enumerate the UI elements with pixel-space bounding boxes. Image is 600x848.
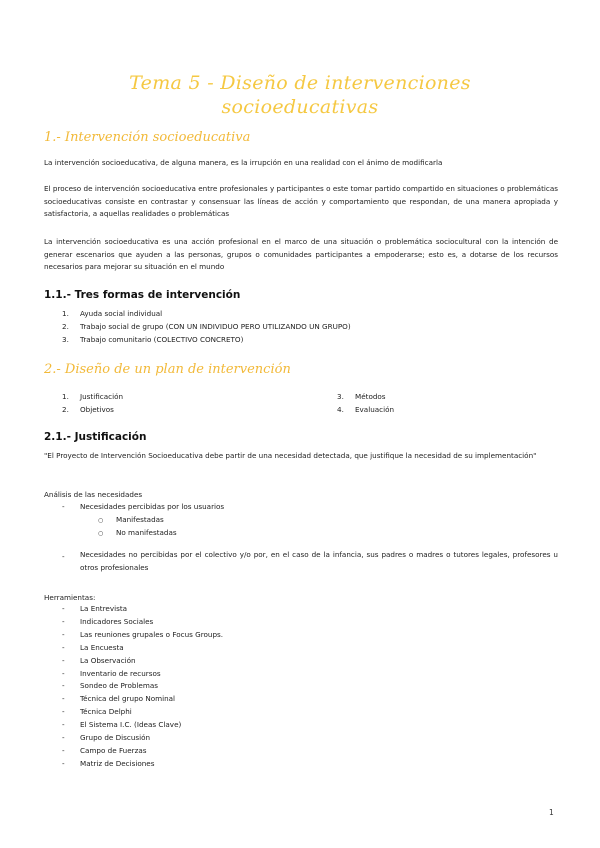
dash-bullet: - bbox=[62, 668, 65, 678]
tool-name: El Sistema I.C. (Ideas Clave) bbox=[80, 720, 182, 730]
list-text: Necesidades percibidas por los usuarios bbox=[80, 502, 225, 511]
dash-bullet: - bbox=[62, 629, 65, 639]
tool-name: La Observación bbox=[80, 655, 136, 665]
list-text: Trabajo comunitario (COLECTIVO CONCRETO) bbox=[80, 335, 244, 344]
dash-bullet: - bbox=[62, 616, 65, 626]
dash-bullet: - bbox=[62, 502, 65, 511]
list-number: 1. bbox=[62, 309, 69, 318]
section-2-heading: 2.- Diseño de un plan de intervención bbox=[44, 362, 291, 377]
list-text: Justificación bbox=[80, 392, 124, 401]
dash-bullet: - bbox=[62, 745, 65, 755]
analysis-label: Análisis de las necesidades bbox=[44, 490, 143, 499]
dash-bullet: - bbox=[62, 604, 65, 613]
dash-bullet: - bbox=[62, 642, 65, 652]
list-text: Manifestadas bbox=[116, 515, 164, 524]
page-number: 1 bbox=[549, 808, 554, 817]
section-1-paragraph-3: La intervención socioeducativa es una acción profesional en el marco de una situación o problemática sociocultural con la intención de generar escenarios que ayuden a las personas, grupos o comunidades participantes a empoderarse; esto es, a dotarse de los recursos necesarios para mejorar su situación en el mundo bbox=[44, 237, 558, 271]
tool-name: La Entrevista bbox=[80, 604, 128, 613]
section-1-paragraph-1: La intervención socioeducativa, de alguna manera, es la irrupción en una realidad con el ánimo de modificarla bbox=[44, 158, 443, 167]
tool-name: Indicadores Sociales bbox=[80, 616, 154, 626]
tool-name: Técnica del grupo Nominal bbox=[80, 694, 176, 704]
dash-bullet: - bbox=[62, 655, 65, 665]
dash-bullet: - bbox=[62, 758, 65, 768]
dash-bullet: - bbox=[62, 681, 65, 691]
section-1-paragraph-2: El proceso de intervención socioeducativa entre profesionales y participantes o este tomar partido compartido en situaciones o problemáticas socioeducativas consiste en contrastar y consensuar las líneas de acción y comportamiento que respondan, de una manera apropiada y satisfactoria, a aquellas realidades o problemáticas bbox=[44, 184, 558, 218]
tool-name: Matriz de Decisiones bbox=[80, 758, 155, 768]
list-number: 2. bbox=[62, 322, 69, 331]
tool-name: La Encuesta bbox=[80, 642, 124, 652]
list-text: Trabajo social de grupo (CON UN INDIVIDUO PERO UTILIZANDO UN GRUPO) bbox=[80, 322, 351, 331]
document-title-line2: socioeducativas bbox=[221, 96, 379, 118]
list-number: 4. bbox=[337, 405, 344, 414]
dash-bullet: - bbox=[62, 552, 65, 561]
list-text: Necesidades no percibidas por el colectivo y/o por, en el caso de la infancia, sus padres o madres o tutores legales, profesores u otros profesionales bbox=[80, 550, 558, 572]
tools-label: Herramientas: bbox=[44, 593, 96, 602]
document-title-line1: Tema 5 - Diseño de intervenciones bbox=[129, 72, 471, 94]
dash-bullet: - bbox=[62, 733, 65, 742]
list-number: 3. bbox=[337, 392, 344, 401]
list-text: Objetivos bbox=[80, 405, 114, 414]
list-number: 2. bbox=[62, 405, 69, 414]
section-1-heading: 1.- Intervención socioeducativa bbox=[44, 130, 251, 145]
justification-quote: "El Proyecto de Intervención Socioeducativa debe partir de una necesidad detectada, que justifique la necesidad de su implementación" bbox=[44, 451, 537, 460]
tool-name: Sondeo de Problemas bbox=[80, 681, 158, 691]
tool-name: Las reuniones grupales o Focus Groups. bbox=[80, 629, 224, 639]
circle-bullet-icon: ○ bbox=[98, 517, 104, 524]
list-text: Métodos bbox=[355, 392, 386, 401]
list-number: 3. bbox=[62, 335, 69, 344]
tool-name: Inventario de recursos bbox=[80, 668, 161, 678]
tool-name: Técnica Delphi bbox=[80, 707, 132, 717]
dash-bullet: - bbox=[62, 720, 65, 730]
section-1-1-heading: 1.1.- Tres formas de intervención bbox=[44, 289, 241, 301]
section-2-1-heading: 2.1.- Justificación bbox=[44, 431, 147, 443]
tool-name: Grupo de Discusión bbox=[80, 733, 151, 742]
circle-bullet-icon: ○ bbox=[98, 530, 104, 537]
tool-name: Campo de Fuerzas bbox=[80, 745, 147, 755]
dash-bullet: - bbox=[62, 707, 65, 717]
list-text: No manifestadas bbox=[116, 528, 177, 537]
dash-bullet: - bbox=[62, 694, 65, 704]
list-text: Ayuda social individual bbox=[80, 309, 163, 318]
list-number: 1. bbox=[62, 392, 69, 401]
list-text: Evaluación bbox=[355, 405, 395, 414]
